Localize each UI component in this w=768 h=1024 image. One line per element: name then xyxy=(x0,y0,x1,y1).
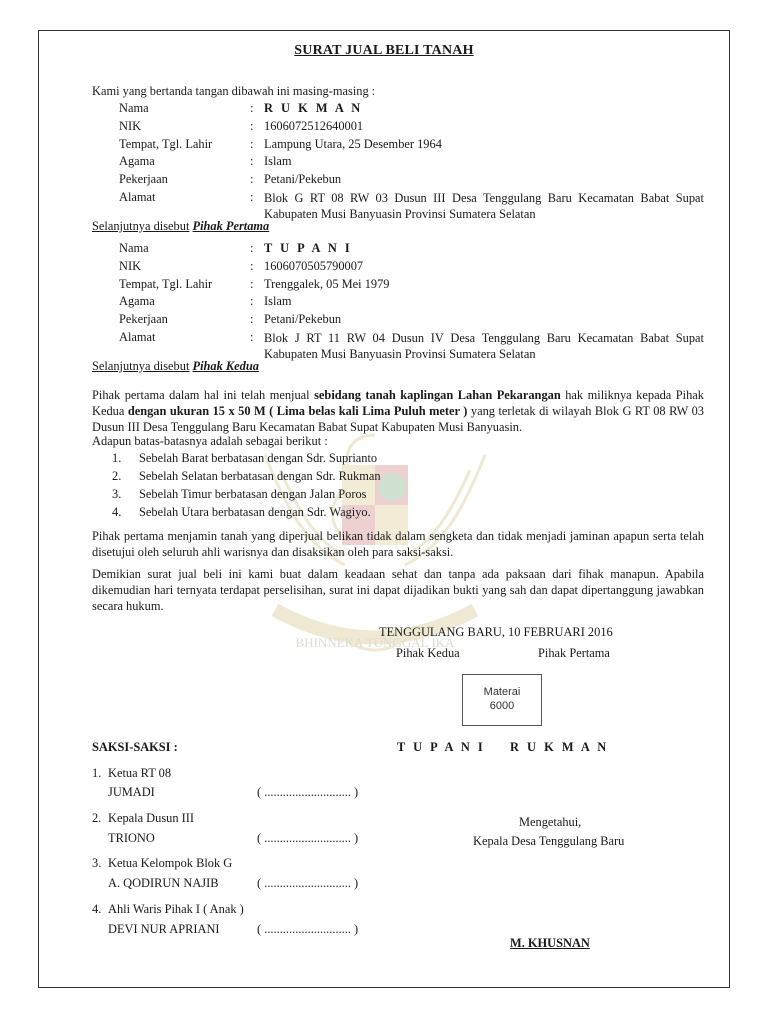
materai-stamp xyxy=(462,674,542,726)
witness-number: 2. xyxy=(92,811,102,825)
label-alamat: Alamat xyxy=(119,330,156,344)
label-nama: Nama xyxy=(119,241,149,255)
guarantee-paragraph: Pihak pertama menjamin tanah yang diperjual belikan tidak dalam sengketa dan tidak menjadi jaminan apapun serta telah disetujui oleh seluruh ahli warisnya dan disaksikan oleh para saksi-saksi. xyxy=(92,529,704,559)
list-item-number: 2. xyxy=(112,469,122,483)
sale-land-type: sebidang tanah kaplingan Lahan Pekarangan xyxy=(314,388,561,402)
reference-prefix: Selanjutnya disebut xyxy=(92,219,190,233)
colon: : xyxy=(250,312,254,326)
list-item-number: 4. xyxy=(112,505,122,519)
boundaries-intro: Adapun batas-batasnya adalah sebagai berikut : xyxy=(92,434,328,448)
sig-name-kedua: T U P A N I xyxy=(397,740,486,754)
party2-name: T U P A N I xyxy=(264,241,353,255)
witness-role: Kepala Dusun III xyxy=(108,811,195,825)
acknowledge-office: Kepala Desa Tenggulang Baru xyxy=(473,834,625,848)
sale-land-size: dengan ukuran 15 x 50 M ( Lima belas kali Lima Puluh meter ) xyxy=(127,404,468,418)
party2-alamat: Blok J RT 11 RW 04 Dusun IV Desa Tenggulang Baru Kecamatan Babat Supat Kabupaten Musi Banyuasin Provinsi Sumatera Selatan xyxy=(264,331,704,361)
witness-number: 4. xyxy=(92,902,102,916)
sale-paragraph xyxy=(92,387,704,435)
witness-number: 3. xyxy=(92,856,102,870)
label-pekerjaan: Pekerjaan xyxy=(119,172,168,186)
witness-number: 1. xyxy=(92,766,102,780)
colon: : xyxy=(250,172,254,186)
witness-name: DEVI NUR APRIANI xyxy=(108,922,220,936)
colon: : xyxy=(250,277,254,291)
list-item: Sebelah Barat berbatasan dengan Sdr. Suprianto xyxy=(139,451,378,465)
party2-pekerjaan: Petani/Pekebun xyxy=(264,312,342,326)
sale-text-3: yang terletak di wilayah Blok G RT 08 RW 03 Dusun III Desa Tenggulang Baru Kecamatan Babat Supat Kabupaten Musi Banyuasin. xyxy=(92,404,704,434)
party2-ref-name: Pihak Kedua xyxy=(192,359,259,373)
party1-ttl: Lampung Utara, 25 Desember 1964 xyxy=(264,137,442,151)
watermark-motto: BHINNEKA TUNGGAL IKA xyxy=(295,635,455,650)
witness-signature-line: ( ............................ ) xyxy=(257,922,359,936)
party1-name: R U K M A N xyxy=(264,101,363,115)
witness-name: TRIONO xyxy=(108,831,155,845)
label-nama: Nama xyxy=(119,101,149,115)
colon: : xyxy=(250,137,254,151)
label-ttl: Tempat, Tgl. Lahir xyxy=(119,137,213,151)
list-item-number: 1. xyxy=(112,451,122,465)
witness-signature-line: ( ............................ ) xyxy=(257,876,359,890)
party1-pekerjaan: Petani/Pekebun xyxy=(264,172,342,186)
label-alamat: Alamat xyxy=(119,190,156,204)
party1-ref-name: Pihak Pertama xyxy=(192,219,270,233)
sig-label-kedua: Pihak Kedua xyxy=(396,646,460,660)
sale-text-2: hak miliknya kepada Pihak Kedua xyxy=(92,388,704,418)
party1-nik: 1606072512640001 xyxy=(264,119,364,133)
colon: : xyxy=(250,190,254,204)
sig-name-pertama: R U K M A N xyxy=(510,740,609,754)
sale-text-1: Pihak pertama dalam hal ini telah menjual xyxy=(92,388,310,402)
label-pekerjaan: Pekerjaan xyxy=(119,312,168,326)
label-nik: NIK xyxy=(119,119,142,133)
label-nik: NIK xyxy=(119,259,142,273)
party1-alamat: Blok G RT 08 RW 03 Dusun III Desa Tenggulang Baru Kecamatan Babat Supat Kabupaten Musi Banyuasin Provinsi Sumatera Selatan xyxy=(264,191,704,221)
closing-paragraph: Demikian surat jual beli ini kami buat dalam keadaan sehat dan tanpa ada paksaan dari fihak manapun. Apabila dikemudian hari ternyata terdapat perselisihan, surat ini dapat dijadikan bukti yang sah dan dapat dipertanggung jawabkan secara hukum. xyxy=(92,567,704,613)
party2-ttl: Trenggalek, 05 Mei 1979 xyxy=(264,277,390,291)
party2-agama: Islam xyxy=(264,294,292,308)
page-title: SURAT JUAL BELI TANAH xyxy=(294,43,474,58)
list-item: Sebelah Selatan berbatasan dengan Sdr. Rukman xyxy=(139,469,381,483)
witness-signature-line: ( ............................ ) xyxy=(257,831,359,845)
witness-name: JUMADI xyxy=(108,785,155,799)
list-item-number: 3. xyxy=(112,487,122,501)
colon: : xyxy=(250,119,254,133)
witnesses-title: SAKSI-SAKSI : xyxy=(92,740,178,754)
stamp-label: Materai xyxy=(483,686,521,698)
colon: : xyxy=(250,259,254,273)
acknowledge-label: Mengetahui, xyxy=(519,815,582,829)
list-item: Sebelah Utara berbatasan dengan Sdr. Wagiyo. xyxy=(139,505,371,519)
reference-prefix: Selanjutnya disebut xyxy=(92,359,190,373)
colon: : xyxy=(250,101,254,115)
sig-label-pertama: Pihak Pertama xyxy=(538,646,610,660)
witness-role: Ahli Waris Pihak I ( Anak ) xyxy=(108,902,244,916)
party1-agama: Islam xyxy=(264,154,292,168)
list-item: Sebelah Timur berbatasan dengan Jalan Poros xyxy=(139,487,367,501)
colon: : xyxy=(250,154,254,168)
party2-nik: 1606070505790007 xyxy=(264,259,364,273)
witness-role: Ketua RT 08 xyxy=(108,766,172,780)
party2-reference xyxy=(92,359,259,374)
witness-role: Ketua Kelompok Blok G xyxy=(108,856,233,870)
witness-name: A. QODIRUN NAJIB xyxy=(108,876,219,890)
stamp-value: 6000 xyxy=(489,700,515,712)
party1-reference xyxy=(92,219,269,234)
place-date: TENGGULANG BARU, 10 FEBRUARI 2016 xyxy=(379,625,613,639)
label-agama: Agama xyxy=(119,294,155,308)
colon: : xyxy=(250,294,254,308)
witness-signature-line: ( ............................ ) xyxy=(257,785,359,799)
intro-text: Kami yang bertanda tangan dibawah ini masing-masing : xyxy=(92,84,376,98)
label-ttl: Tempat, Tgl. Lahir xyxy=(119,277,213,291)
label-agama: Agama xyxy=(119,154,155,168)
colon: : xyxy=(250,241,254,255)
village-head-name: M. KHUSNAN xyxy=(510,936,590,950)
colon: : xyxy=(250,330,254,344)
